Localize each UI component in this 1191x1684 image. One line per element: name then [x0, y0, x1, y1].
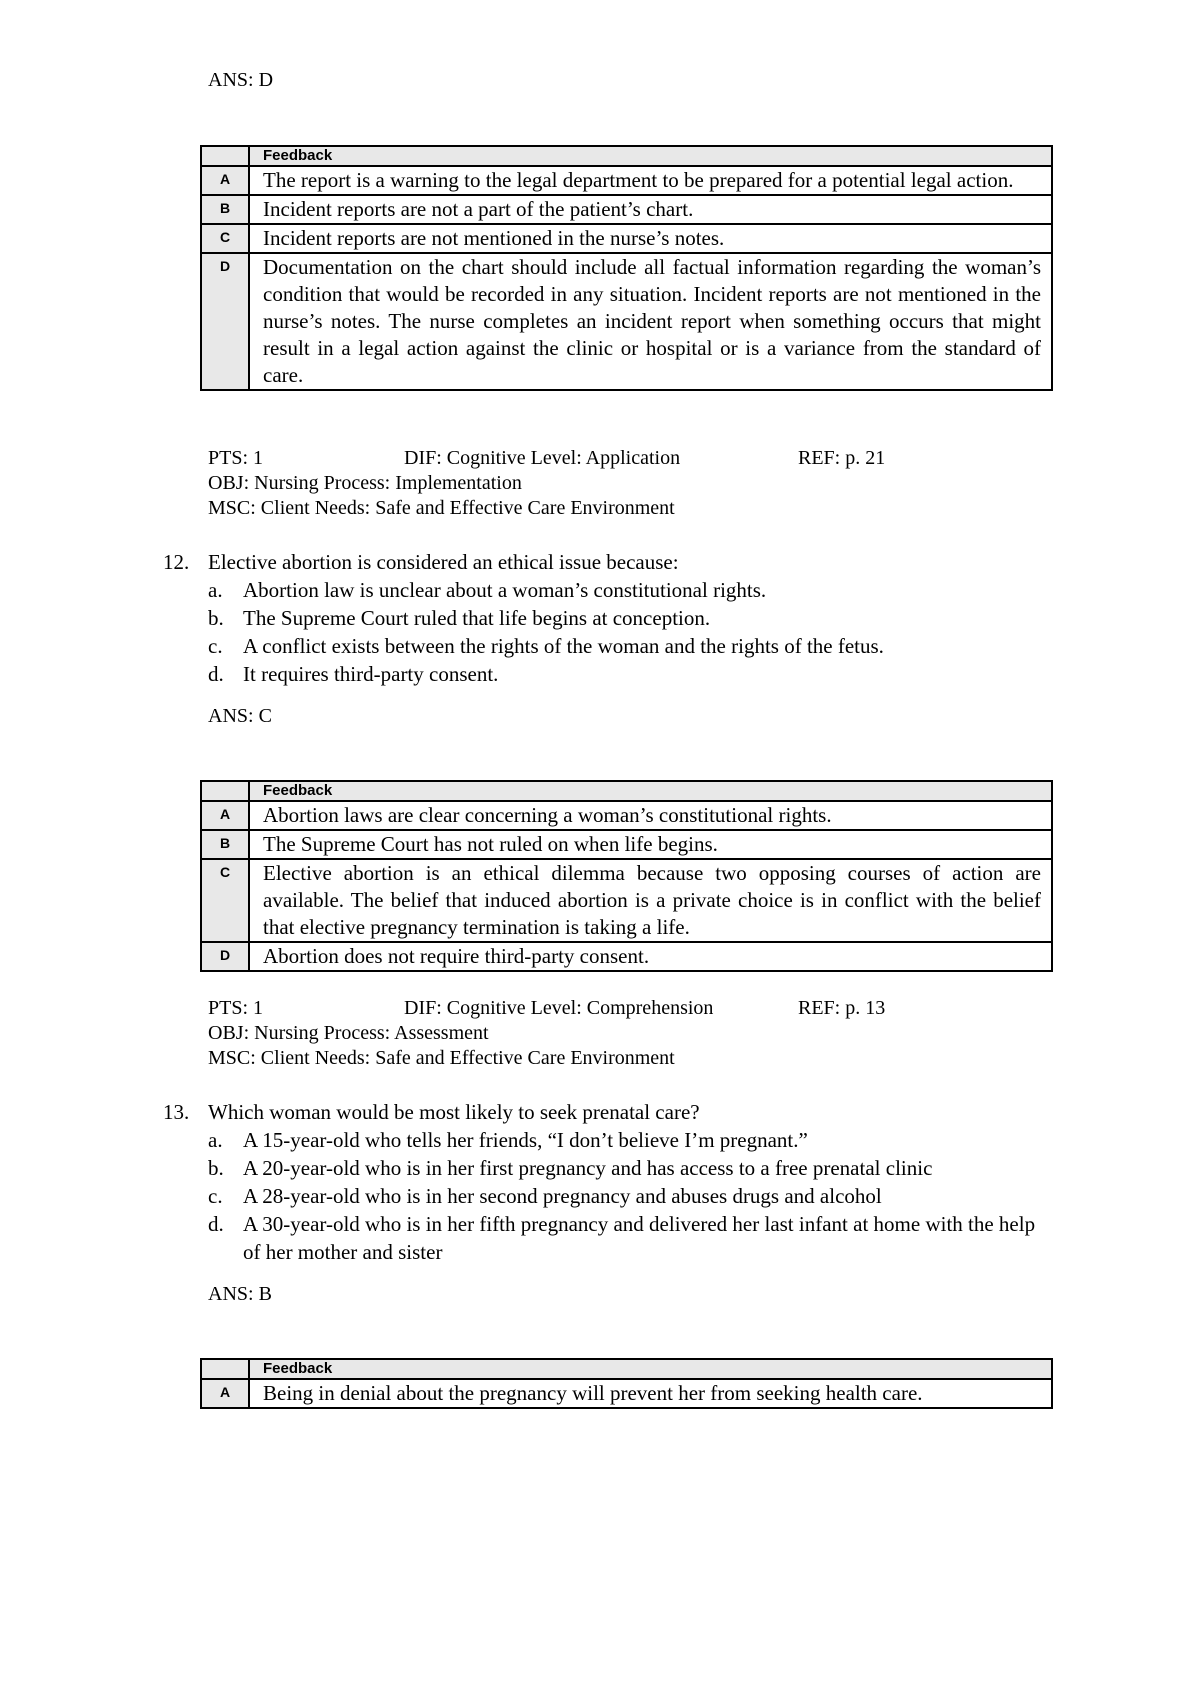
list-item: a. Abortion law is unclear about a woman’s constitutional rights. [208, 578, 767, 602]
meta-line-msc: MSC: Client Needs: Safe and Effective Care Environment [208, 1047, 675, 1069]
table-row: A Abortion laws are clear concerning a woman’s constitutional rights. [201, 801, 1052, 830]
meta-line-obj: OBJ: Nursing Process: Assessment [208, 1022, 489, 1044]
answer-key-q12: ANS: C [208, 705, 272, 727]
question-stem: Which woman would be most likely to seek prenatal care? [208, 1100, 700, 1124]
feedback-table-q13 [200, 1358, 1053, 1409]
list-item: b. The Supreme Court ruled that life begins at conception. [208, 606, 711, 630]
table-row: D Documentation on the chart should include all factual information regarding the woman’s condition that would be recorded in any situation. Incident reports are not mentioned in the nurse’s notes. The nurse completes an incident report when something occurs that might result in a legal action against the clinic or hospital or is a variance from the standard of care. [201, 253, 1052, 390]
list-item: b. A 20-year-old who is in her first pregnancy and has access to a free prenatal clinic [208, 1156, 933, 1180]
table-row: A The report is a warning to the legal department to be prepared for a potential legal action. [201, 166, 1052, 195]
table-row: C Elective abortion is an ethical dilemma because two opposing courses of action are available. The belief that induced abortion is a private choice is in conflict with the belief that elective pregnancy termination is taking a life. [201, 859, 1052, 942]
answer-key-q13: ANS: B [208, 1283, 272, 1305]
question-stem: Elective abortion is considered an ethical issue because: [208, 550, 679, 574]
feedback-header: Feedback [249, 146, 1052, 166]
feedback-table-q11 [200, 145, 1053, 391]
table-row: B Incident reports are not a part of the patient’s chart. [201, 195, 1052, 224]
list-item: d. A 30-year-old who is in her fifth pregnancy and delivered her last infant at home with the help of her mother and sister [208, 1212, 1036, 1264]
feedback-header: Feedback [249, 781, 1052, 801]
list-item: a. A 15-year-old who tells her friends, “I don’t believe I’m pregnant.” [208, 1128, 808, 1152]
feedback-table-q12 [200, 780, 1053, 972]
feedback-header: Feedback [249, 1359, 1052, 1379]
meta-line-obj: OBJ: Nursing Process: Implementation [208, 472, 522, 494]
table-row: C Incident reports are not mentioned in the nurse’s notes. [201, 224, 1052, 253]
list-item: d. It requires third-party consent. [208, 662, 499, 686]
table-row: B The Supreme Court has not ruled on when life begins. [201, 830, 1052, 859]
list-item: c. A conflict exists between the rights of the woman and the rights of the fetus. [208, 634, 884, 658]
answer-key-q11: ANS: D [208, 69, 274, 91]
question-12: 12. Elective abortion is considered an ethical issue because: a. Abortion law is unclear about a woman’s constitutional rights. b. The Supreme Court ruled that life begins at conception. c. A conflict exists between the rights of the woman and the rights of the fetus. d. It requires third-party consent. [163, 548, 1043, 688]
table-row: A Being in denial about the pregnancy will prevent her from seeking health care. [201, 1379, 1052, 1408]
table-row: D Abortion does not require third-party consent. [201, 942, 1052, 971]
meta-line-msc: MSC: Client Needs: Safe and Effective Care Environment [208, 497, 675, 519]
question-13: 13. Which woman would be most likely to seek prenatal care? a. A 15-year-old who tells her friends, “I don’t believe I’m pregnant.” b. A 20-year-old who is in her first pregnancy and has access to a free prenatal clinic c. A 28-year-old who is in her second pregnancy and abuses drugs and alcohol d. A 30-year-old who is in her fifth pregnancy and delivered her last infant at home with the help of her mother and sister [163, 1098, 1043, 1266]
list-item: c. A 28-year-old who is in her second pregnancy and abuses drugs and alcohol [208, 1184, 882, 1208]
